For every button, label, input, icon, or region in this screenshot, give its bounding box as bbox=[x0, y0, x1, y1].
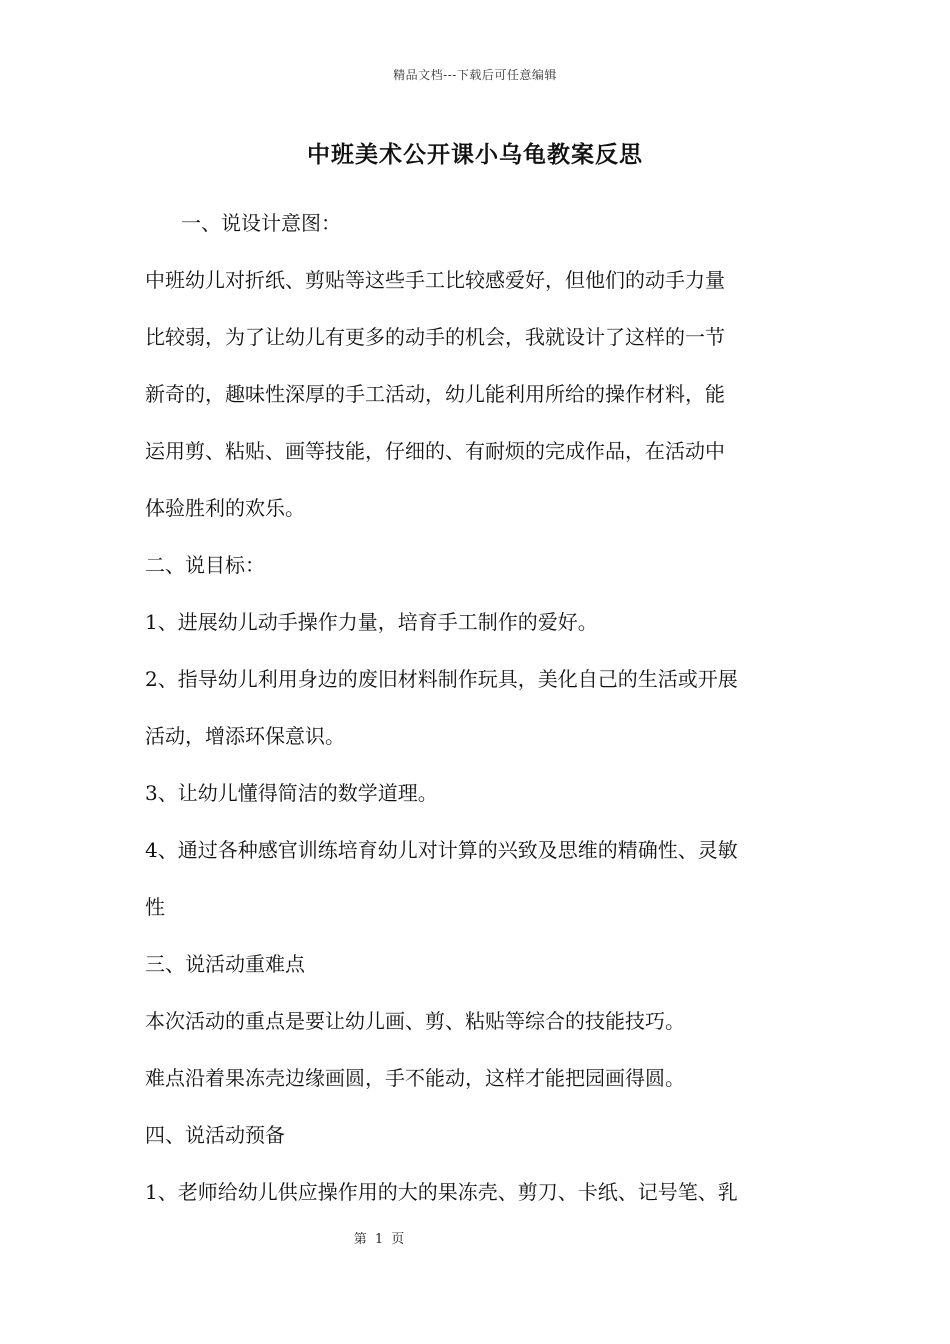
list-item: 3、让幼儿懂得简洁的数学道理。 bbox=[145, 781, 438, 805]
list-item: 1、老师给幼儿供应操作用的大的果冻壳、剪刀、卡纸、记号笔、乳 bbox=[145, 1180, 738, 1204]
document-body bbox=[145, 195, 810, 1221]
section-heading-goals: 二、说目标： bbox=[145, 553, 265, 577]
paragraph-line: 比较弱，为了让幼儿有更多的动手的机会，我就设计了这样的一节 bbox=[145, 325, 725, 349]
section-heading-key-points: 三、说活动重难点 bbox=[145, 952, 305, 976]
paragraph-line: 中班幼儿对折纸、剪贴等这些手工比较感爱好，但他们的动手力量 bbox=[145, 268, 725, 292]
paragraph-line: 难点沿着果冻壳边缘画圆，手不能动，这样才能把园画得圆。 bbox=[145, 1066, 685, 1090]
section-heading-preparation: 四、说活动预备 bbox=[145, 1123, 285, 1147]
list-item-continuation: 性 bbox=[145, 895, 165, 919]
document-title: 中班美术公开课小乌龟教案反思 bbox=[307, 141, 643, 168]
list-item: 4、通过各种感官训练培育幼儿对计算的兴致及思维的精确性、灵敏 bbox=[145, 838, 738, 862]
paragraph-line: 体验胜利的欢乐。 bbox=[145, 496, 305, 520]
page-number: 第 1 页 bbox=[353, 1232, 407, 1247]
list-item: 2、指导幼儿利用身边的废旧材料制作玩具，美化自己的生活或开展 bbox=[145, 667, 738, 691]
list-item: 1、进展幼儿动手操作力量，培育手工制作的爱好。 bbox=[145, 610, 598, 634]
paragraph-line: 新奇的，趣味性深厚的手工活动，幼儿能利用所给的操作材料，能 bbox=[145, 382, 725, 406]
header-note: 精品文档---下载后可任意编辑 bbox=[393, 68, 557, 82]
list-item-continuation: 活动，增添环保意识。 bbox=[145, 724, 345, 748]
paragraph-line: 本次活动的重点是要让幼儿画、剪、粘贴等综合的技能技巧。 bbox=[145, 1009, 685, 1033]
section-heading-design-intent: 一、说设计意图： bbox=[181, 211, 341, 235]
paragraph-line: 运用剪、粘贴、画等技能，仔细的、有耐烦的完成作品，在活动中 bbox=[145, 439, 725, 463]
